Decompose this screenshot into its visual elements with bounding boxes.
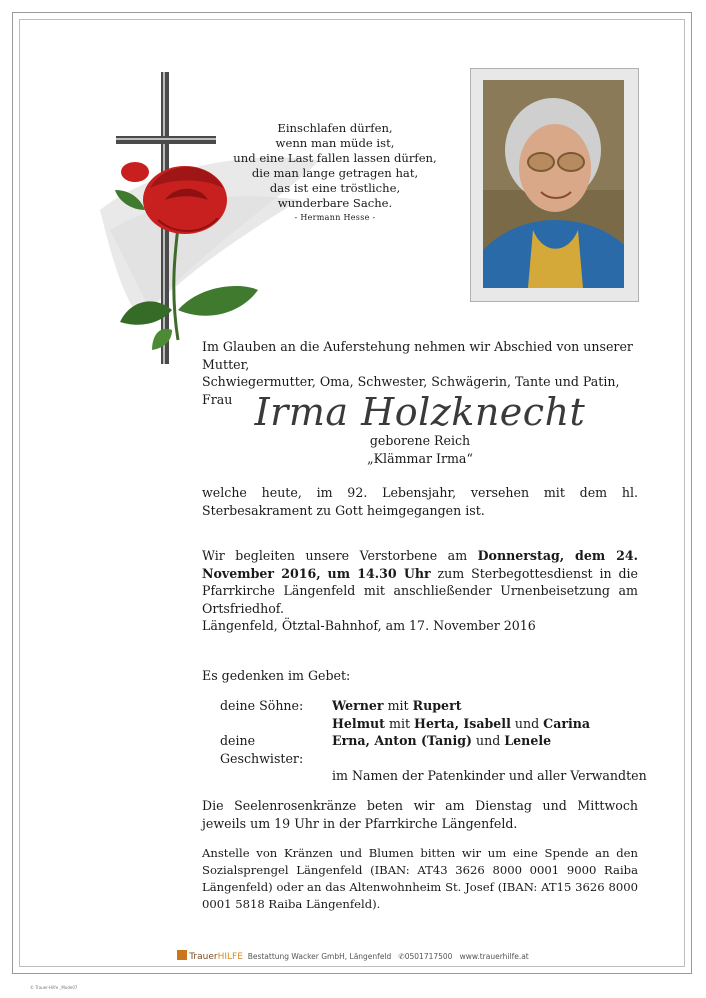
footer	[0, 950, 706, 962]
others-line: im Namen der Patenkinder und aller Verwandten	[332, 768, 647, 783]
funeral-time: um 14.30 Uhr	[327, 565, 431, 581]
funeral-pre: Wir begleiten unsere Verstorbene am	[202, 548, 478, 563]
spouse-name: Rupert	[412, 698, 462, 713]
portrait-frame	[470, 68, 639, 302]
deceased-name: Irma Holzknecht	[254, 390, 586, 434]
son-name: Helmut	[332, 715, 385, 731]
connector: mit	[383, 698, 413, 713]
place-date: Längenfeld, Ötztal-Bahnhof, am 17. November 2016	[202, 618, 536, 633]
poem-line: Einschlafen dürfen,	[277, 121, 393, 135]
list-item	[220, 767, 647, 785]
trauerhilfe-logo-icon	[177, 950, 187, 960]
rosary-info: Die Seelenrosenkränze beten wir am Dienstag und Mittwoch jeweils um 19 Uhr in der Pfarrkirche Längenfeld.	[202, 798, 638, 831]
brand-part: Trauer	[189, 952, 218, 962]
website: www.trauerhilfe.at	[459, 952, 529, 961]
brand-name	[189, 952, 243, 962]
funeral-post: zum Sterbegottesdienst in die Pfarrkirche Längenfeld mit anschließender Urnenbeisetzung am Ortsfriedhof.	[202, 565, 638, 616]
poem-line: und eine Last fallen lassen dürfen,	[233, 151, 437, 165]
intro-line-2: Schwiegermutter, Oma, Schwester, Schwägerin, Tante und Patin, Frau	[202, 374, 620, 407]
family-names: Herta, Isabell	[414, 715, 511, 731]
donation-info: Anstelle von Kränzen und Blumen bitten wir um eine Spende an den Sozialsprengel Längenfeld (IBAN: AT43 3626 8000 0001 9000 Raiba Längenfeld) oder an das Altenwohnheim St. Josef (IBAN: AT15 3626 8000 0001 5818 Raiba Längenfeld).	[202, 846, 638, 911]
survivors-list	[220, 697, 647, 785]
list-item	[220, 732, 647, 767]
connector: und	[472, 733, 505, 748]
phone-icon: ✆	[398, 952, 405, 961]
poem	[230, 121, 440, 224]
nickname: „Klämmar Irma“	[367, 451, 473, 466]
funeral-info	[202, 547, 638, 617]
poem-line: das ist eine tröstliche,	[269, 181, 401, 195]
portrait-photo	[483, 80, 624, 288]
brand-part: HILFE	[217, 952, 243, 962]
company-name: Bestattung Wacker GmbH, Längenfeld	[247, 952, 392, 961]
list-item	[220, 715, 647, 733]
siblings-label: deine Geschwister:	[220, 733, 304, 766]
death-notice: welche heute, im 92. Lebensjahr, versehen mit dem hl. Sterbesakrament zu Gott heimgegangen ist.	[202, 485, 638, 518]
sons-label: deine Söhne:	[220, 698, 304, 713]
funeral-date: Donnerstag, dem 24. November 2016,	[202, 548, 638, 581]
poem-line: wunderbare Sache.	[277, 196, 393, 210]
maiden-name: geborene Reich	[369, 433, 471, 448]
poem-line: wenn man müde ist,	[275, 136, 395, 150]
connector: mit	[385, 715, 415, 731]
phone-number: 0501717500	[404, 952, 453, 961]
intro-line-1: Im Glauben an die Auferstehung nehmen wir Abschied von unserer Mutter,	[202, 339, 633, 372]
poem-author: - Hermann Hesse -	[294, 213, 376, 222]
connector: und	[510, 715, 544, 731]
poem-line: die man lange getragen hat,	[251, 166, 419, 180]
sibling-name: Lenele	[504, 733, 552, 748]
credit-note: © Trauer-Hilfe _Mode07	[30, 985, 78, 990]
sibling-names: Erna, Anton (Tanig)	[332, 733, 472, 748]
mourners-intro: Es gedenken im Gebet:	[202, 668, 351, 683]
list-item	[220, 697, 647, 715]
son-name: Werner	[332, 698, 384, 713]
grandchild-name: Carina	[543, 715, 591, 731]
